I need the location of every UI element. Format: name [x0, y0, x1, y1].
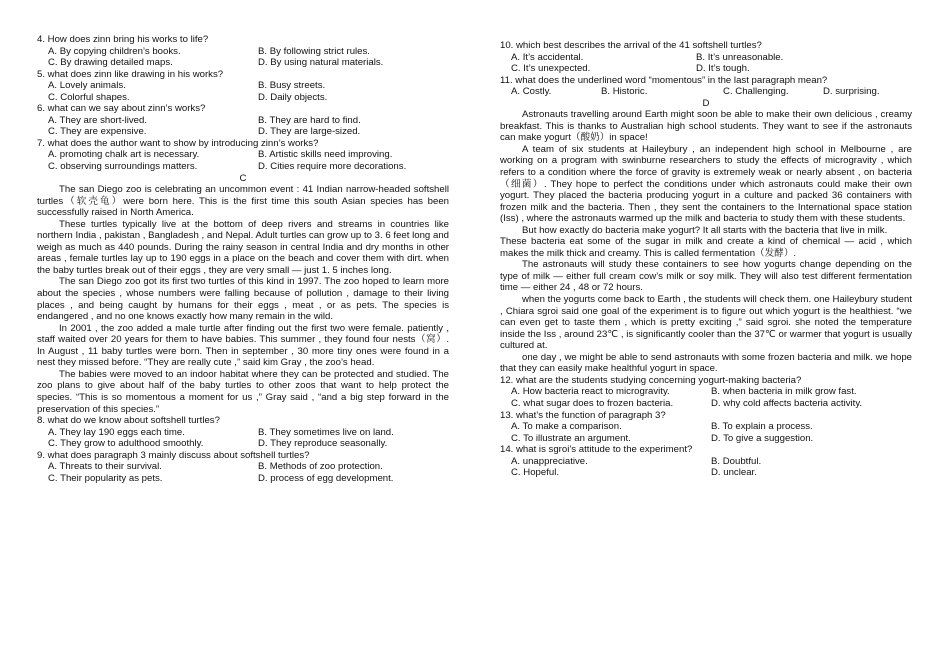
option-c: C. To illustrate an argument.: [511, 432, 631, 444]
option-d: D. Daily objects.: [258, 91, 328, 103]
right-column: [500, 40, 912, 479]
left-column: [37, 34, 449, 484]
question-stem: 10. which best describes the arrival of the 41 softshell turtles?: [500, 40, 762, 51]
question-4: [37, 34, 449, 69]
question-stem: 13. what’s the function of paragraph 3?: [500, 409, 666, 421]
options: [500, 421, 912, 444]
question-stem: 4. How does zinn bring his works to life?: [37, 34, 209, 45]
question-stem: 8. what do we know about softshell turtles?: [37, 415, 220, 427]
passage-paragraph: In 2001 , the zoo added a male turtle after finding out the first two were female. patiently , staff waited over 20 years for them to have babies. This summer , they found four nests（窝）. In August , 11 baby turtles were born. Then in september , 30 more tiny ones were found in a nest they missed before. “They are really cute ,” said kim Gray , the zoo’s head.: [37, 322, 449, 369]
question-10: [500, 40, 912, 75]
passage-paragraph: A team of six students at Haileybury , an independent high school in Melbourne , are working on a program with swinburne researchers to study the effects of microgravity , which refers to a condition where the force of gravity is extremely weak or nearly absent , on bacteria（细菌）. They hope to perfect the conditions under which astronauts could make their own yogurt. They placed the bacteria producing yogurt in a culture and packed 36 containers with frozen milk and the bacteria. Then , they sent the containers to the International space station (Iss) , where the astronauts warmed up the milk and bacteria to study them with these students.: [500, 143, 912, 225]
question-stem: 11. what does the underlined word “momentous” in the last paragraph mean?: [500, 74, 828, 86]
option-c: C. what sugar does to frozen bacteria.: [511, 397, 674, 409]
option-a: A. promoting chalk art is necessary.: [48, 149, 200, 161]
option-d: D. why cold affects bacteria activity.: [711, 397, 863, 409]
options: [37, 461, 449, 484]
question-7: [37, 138, 449, 173]
option-b: B. Methods of zoo protection.: [258, 461, 383, 473]
passage-paragraph: The san Diego zoo is celebrating an uncommon event : 41 Indian narrow-headed softshell turtles（软壳龟）were born here. This is the first time this south Asian species has been successfully raised in North America.: [37, 184, 449, 219]
question-12: [500, 375, 912, 410]
option-a: A. It’s accidental.: [511, 51, 584, 63]
option-b: B. Artistic skills need improving.: [258, 149, 393, 161]
options: [500, 386, 912, 409]
section-heading-d: D: [702, 97, 710, 109]
option-d: D. They reproduce seasonally.: [258, 438, 388, 450]
option-c: C. Colorful shapes.: [48, 91, 130, 103]
option-d: D. They are large-sized.: [258, 126, 361, 138]
option-d: D. Cities require more decorations.: [258, 161, 407, 173]
passage-paragraph: The babies were moved to an indoor habitat where they can be protected and studied. The zoo plans to give about half of the baby turtles to other zoos that want to help protect the species. “This is so momentous a moment for us ,” Gray said , “and a big step forward in the preservation of this species.”: [37, 368, 449, 415]
question-11: [500, 75, 912, 98]
option-a: A. By copying children’s books.: [48, 45, 181, 57]
question-8: [37, 415, 449, 450]
passage-c: [37, 184, 449, 415]
section-heading-c: C: [239, 172, 247, 184]
option-a: A. They lay 190 eggs each time.: [48, 426, 185, 438]
option-b: B. Doubtful.: [711, 455, 762, 467]
option-b: B. Busy streets.: [258, 80, 326, 92]
options: [37, 46, 449, 69]
question-5: [37, 69, 449, 104]
options: [37, 80, 449, 103]
passage-d: [500, 109, 912, 375]
passage-paragraph: one day , we might be able to send astronauts with some frozen bacteria and milk. we hope that they can easily make healthful yogurt in space.: [500, 351, 912, 375]
option-b: B. They sometimes live on land.: [258, 426, 394, 438]
question-stem: 14. what is sgroi’s attitude to the experiment?: [500, 444, 693, 456]
options: [37, 149, 449, 172]
option-b: B. They are hard to find.: [258, 114, 361, 126]
question-14: [500, 444, 912, 479]
question-6: [37, 103, 449, 138]
option-c: C. Challenging.: [723, 86, 789, 98]
option-b: B. To explain a process.: [711, 421, 813, 433]
question-stem: 9. what does paragraph 3 mainly discuss about softshell turtles?: [37, 449, 310, 461]
option-a: A. unappreciative.: [511, 455, 588, 467]
option-a: A. They are short-lived.: [48, 114, 148, 126]
option-a: A. How bacteria react to microgravity.: [511, 386, 670, 398]
question-stem: 12. what are the students studying concerning yogurt-making bacteria?: [500, 374, 802, 386]
options: [37, 427, 449, 450]
options: [500, 52, 912, 75]
option-c: C. observing surroundings matters.: [48, 161, 198, 173]
option-d: D. unclear.: [711, 467, 757, 479]
question-stem: 6. what can we say about zinn’s works?: [37, 103, 206, 115]
option-d: D. By using natural materials.: [258, 57, 384, 69]
option-b: B. Historic.: [601, 86, 648, 98]
passage-paragraph: when the yogurts come back to Earth , the students will check them. one Haileybury student , Chiara sgroi said one goal of the experiment is to figure out which yogurt is the healthiest. “we can even get to taste them , which is pretty exciting ,” said sgroi. she noted the temperature inside the Iss , around 23℃ , is significantly cooler than the 37℃ or warmer that yogurt is usually cultured at.: [500, 294, 912, 352]
option-a: A. To make a comparison.: [511, 421, 622, 433]
question-9: [37, 450, 449, 485]
question-stem: 7. what does the author want to show by introducing zinn’s works?: [37, 137, 319, 149]
option-c: C. Their popularity as pets.: [48, 472, 163, 484]
question-13: [500, 410, 912, 445]
passage-paragraph: The astronauts will study these containers to see how yogurts change depending on the type of milk — either full cream cow’s milk or soy milk. They will also test different fermentation time — either 24 , 48 or 72 hours.: [500, 259, 912, 294]
options: [500, 456, 912, 479]
option-d: D. To give a suggestion.: [711, 432, 814, 444]
passage-paragraph: These bacteria eat some of the sugar in milk and create a kind of chemical — acid , which makes the milk thick and creamy. This is called fermentation（发酵）.: [500, 236, 912, 259]
option-c: C. By drawing detailed maps.: [48, 57, 173, 69]
option-b: B. when bacteria in milk grow fast.: [711, 386, 857, 398]
passage-paragraph: Astronauts travelling around Earth might soon be able to make their own delicious , creamy breakfast. This is thanks to Australian high school students. They want to see if the astronauts can make yogurt（酸奶）in space!: [500, 109, 912, 144]
option-b: B. By following strict rules.: [258, 45, 370, 57]
option-c: C. They are expensive.: [48, 126, 147, 138]
passage-paragraph: These turtles typically live at the bottom of deep rivers and streams in countries like northern India , pakistan , Bangladesh , and Nepal. Adult turtles can grow up to 3. 6 feet long and weigh as much as 440 pounds. During the rainy season in central India and dry months in other areas , female turtles lay up to 190 eggs in a place on the beach and cover them with dirt. when the baby turtles break out of their eggs , they are very small — just 1. 5 inches long.: [37, 218, 449, 276]
option-a: A. Threats to their survival.: [48, 461, 162, 473]
options: [37, 115, 449, 138]
passage-paragraph: But how exactly do bacteria make yogurt? It all starts with the bacteria that live in milk.: [522, 224, 888, 236]
option-c: C. They grow to adulthood smoothly.: [48, 438, 204, 450]
option-b: B. It’s unreasonable.: [696, 51, 784, 63]
options: [500, 86, 912, 98]
option-c: C. Hopeful.: [511, 467, 559, 479]
option-d: D. process of egg development.: [258, 472, 394, 484]
option-d: D. surprising.: [823, 86, 880, 98]
option-d: D. It’s tough.: [696, 63, 750, 75]
option-a: A. Lovely animals.: [48, 80, 126, 92]
passage-paragraph: The san Diego zoo got its first two turtles of this kind in 1997. The zoo hoped to learn more about the species , whose numbers were falling because of pollution , damage to their living places , and being caught by humans for their eggs , meat , or as pets. The species is endangered , and no one knows exactly how many remain in the wild.: [37, 276, 449, 323]
option-a: A. Costly.: [511, 86, 552, 98]
option-c: C. It’s unexpected.: [511, 63, 591, 75]
question-stem: 5. what does zinn like drawing in his works?: [37, 68, 224, 80]
